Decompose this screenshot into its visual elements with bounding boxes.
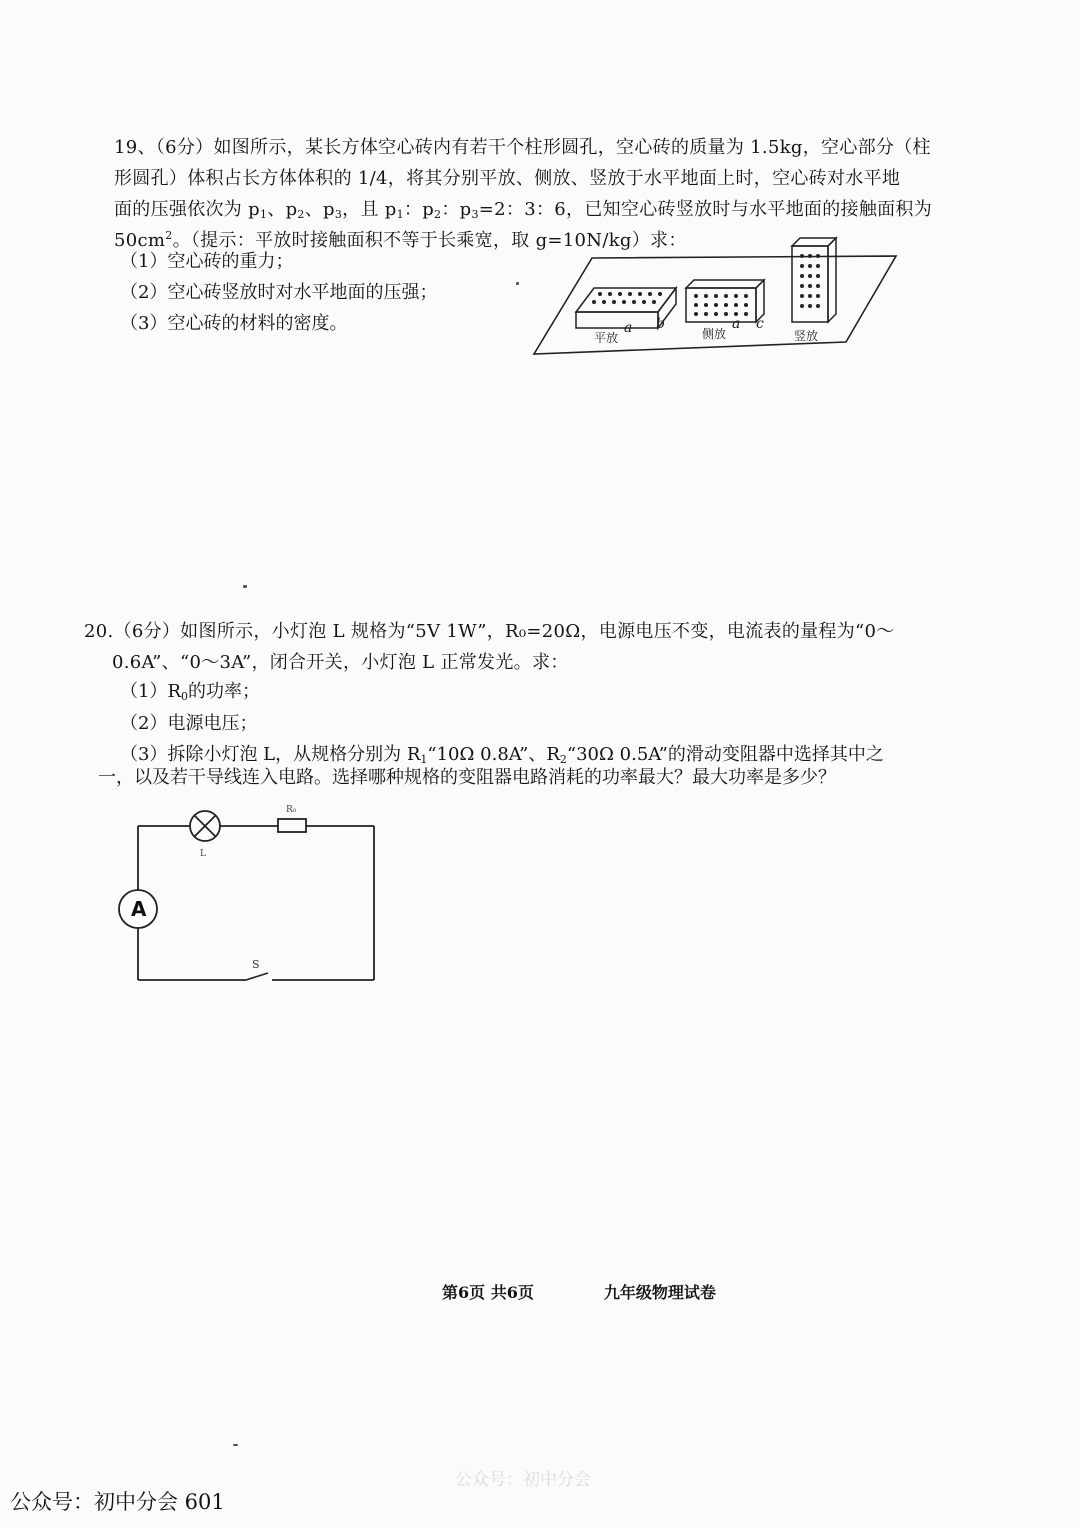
- edge-a-flat: a: [624, 320, 633, 336]
- lamp-symbol: [190, 811, 220, 841]
- upright-brick: [792, 238, 836, 322]
- resistor-label: R₀: [286, 805, 297, 815]
- q20-item-3: （3）拆除小灯泡 L，从规格分别为 $R_1“10\Omega$ 0.8A”、$R_2“30\Omega$ 0.5A”的滑动变阻器中选择其中之: [120, 744, 884, 766]
- resistor-symbol: [278, 819, 306, 832]
- side-brick-holes: [694, 294, 748, 316]
- q19-item-1: （1）空心砖的重力；: [120, 251, 294, 272]
- page-number: 第6页 共6页: [442, 1283, 534, 1302]
- faint-watermark: 公众号：初中分会: [455, 1470, 591, 1490]
- circuit-wires: [138, 826, 374, 980]
- edge-c-side: c: [756, 316, 764, 332]
- q19-item-2: （2）空心砖竖放时对水平地面的压强；: [120, 282, 438, 303]
- flat-label: 平放: [594, 331, 619, 345]
- question-20: [84, 616, 964, 678]
- ammeter-label: A: [131, 897, 147, 921]
- switch-label: S: [252, 958, 260, 971]
- scan-speck: [516, 282, 519, 285]
- q19-line-1: 19、（6分）如图所示，某长方体空心砖内有若干个柱形圆孔，空心砖的质量为 1.5kg，空心部分（柱: [114, 137, 931, 158]
- exam-title: 九年级物理试卷: [603, 1283, 716, 1302]
- q19-subquestions: [120, 246, 437, 339]
- flat-brick-holes: [592, 292, 662, 304]
- account-label: 公众号：初中分会 601: [10, 1490, 225, 1514]
- side-brick: [686, 280, 764, 322]
- q20-line-2: 0.6A”、“0～3A”，闭合开关，小灯泡 L 正常发光。求：: [112, 652, 569, 673]
- q20-subquestions: [120, 676, 884, 771]
- upright-brick-holes: [800, 254, 820, 308]
- bricks-figure: [530, 232, 900, 362]
- lamp-label: L: [200, 849, 206, 859]
- q20-item-2: （2）电源电压；: [120, 712, 258, 734]
- edge-a-side: a: [732, 316, 741, 332]
- switch-symbol: [246, 973, 268, 980]
- edge-b-flat: b: [656, 316, 665, 332]
- circuit-figure: [112, 800, 392, 990]
- q20-item-1: $(1)R_0$的功率；: [120, 681, 261, 703]
- side-label: 侧放: [702, 327, 727, 341]
- upright-label: 竖放: [794, 329, 819, 343]
- page-footer: [442, 1280, 716, 1303]
- q19-line-4: $50cm^2$。（提示：平放时接触面积不等于长乘宽，取 g=10N/kg）求：: [114, 229, 687, 251]
- q19-item-3: （3）空心砖的材料的密度。: [120, 313, 348, 334]
- q19-line-2: 形圆孔）体积占长方体体积的 1/4，将其分别平放、侧放、竖放于水平地面上时，空心砖对水平地: [114, 168, 901, 189]
- q19-line-3: 面的压强依次为 $p_1$、$p_2$、$p_3$，且 $p_1$：$p_2$：$p_3=2$：3：6，已知空心砖竖放时与水平地面的接触面积为: [114, 199, 933, 221]
- q20-line-1: 20.（6分）如图所示，小灯泡 L 规格为“5V 1W”，R₀=20Ω，电源电压不变，电流表的量程为“0～: [84, 621, 895, 642]
- scan-speck: [243, 585, 247, 588]
- scan-speck: [233, 1444, 238, 1446]
- q20-item-3-continued: 一，以及若干导线连入电路。选择哪种规格的变阻器电路消耗的功率最大？最大功率是多少？: [98, 767, 836, 788]
- ammeter-symbol: [119, 890, 157, 928]
